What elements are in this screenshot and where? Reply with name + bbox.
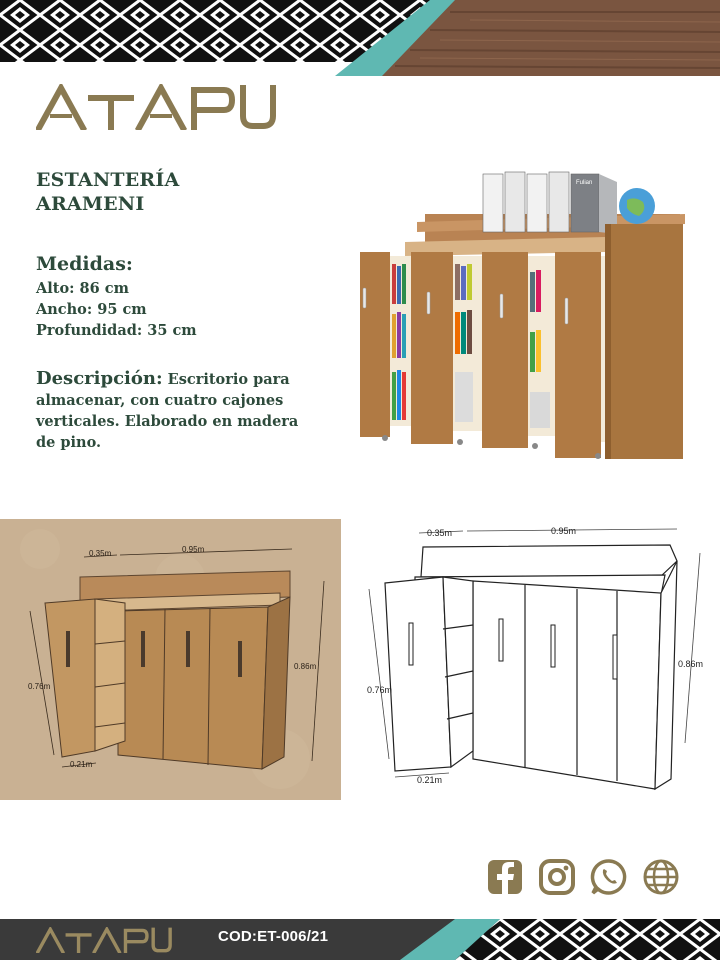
sketch-width-label: 0.95m: [182, 545, 205, 554]
description-text: Escritorio para almacenar, con cuatro cajones verticales. Elaborado en madera de pino.: [36, 371, 299, 451]
whatsapp-icon[interactable]: [590, 858, 628, 896]
footer: [0, 919, 720, 960]
binder-label: Fulian: [576, 180, 593, 186]
product-title: [36, 168, 326, 216]
product-title-line2: ARAMENI: [36, 193, 145, 215]
line-height-label: 0.86m: [678, 659, 704, 669]
sketch-diagram: [0, 519, 341, 800]
product-code: COD:ET-006/21: [218, 928, 329, 945]
measures-section: [36, 252, 336, 341]
line-inner-height-label: 0.76m: [367, 685, 393, 695]
description: [36, 368, 308, 453]
line-drawer-width-label: 0.21m: [417, 775, 443, 785]
product-photo: [355, 152, 695, 464]
sketch-drawer-width-label: 0.21m: [70, 760, 93, 769]
line-depth-label: 0.35m: [427, 528, 453, 538]
measure-width: Ancho: 95 cm: [36, 301, 147, 318]
measure-height: Alto: 86 cm: [36, 280, 129, 297]
social-links: [486, 858, 686, 896]
drawers: [360, 252, 605, 458]
wood-strip: [0, 0, 720, 76]
line-width-label: 0.95m: [551, 526, 577, 536]
description-label: Descripción:: [36, 368, 163, 389]
product-title-line1: ESTANTERÍA: [36, 169, 180, 191]
brand-logo: [36, 84, 276, 130]
footer-logo: [36, 927, 172, 953]
top-banner: [0, 0, 720, 76]
globe-icon[interactable]: [642, 858, 680, 896]
facebook-icon[interactable]: [486, 858, 524, 896]
measures-heading: Medidas:: [36, 253, 133, 275]
instagram-icon[interactable]: [538, 858, 576, 896]
measure-depth: Profundidad: 35 cm: [36, 322, 197, 339]
sketch-inner-height-label: 0.76m: [28, 682, 51, 691]
line-drawing-diagram: [355, 519, 720, 800]
sketch-height-label: 0.86m: [294, 662, 317, 671]
sketch-depth-label: 0.35m: [89, 549, 112, 558]
